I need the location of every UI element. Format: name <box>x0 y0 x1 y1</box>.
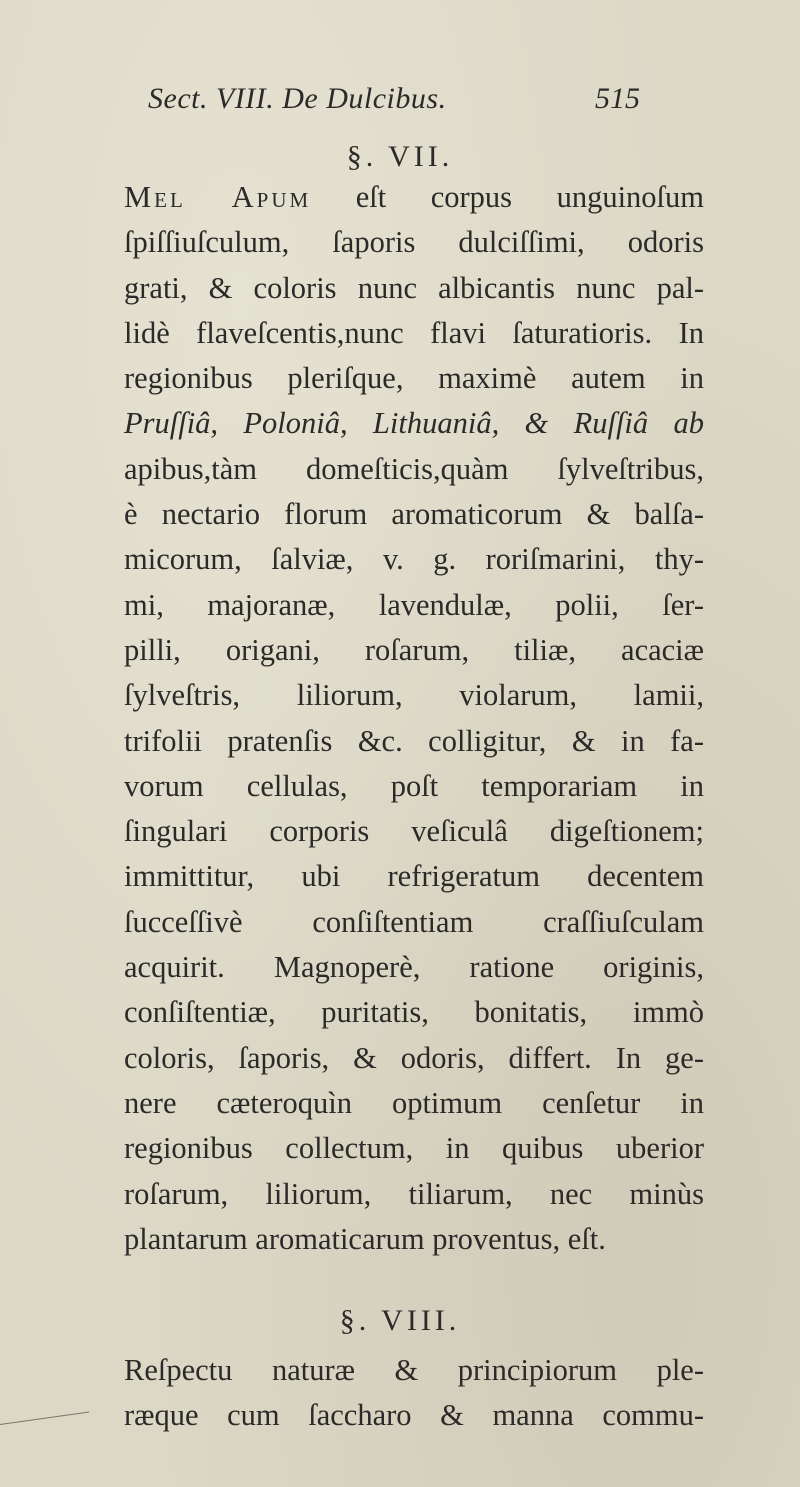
text-line: ſingulari corporis veſiculâ digeſtionem; <box>124 814 704 849</box>
text-line: ſpiſſiuſculum, ſaporis dulciſſimi, odoris <box>124 225 704 260</box>
text-line: pilli, origani, roſarum, tiliæ, acaciæ <box>124 632 704 667</box>
running-head-title: Sect. VIII. De Dulcibus. <box>148 82 447 115</box>
text-line: ræque cum ſaccharo & manna commu- <box>124 1398 704 1433</box>
text-line: ſylveſtris, liliorum, violarum, lamii, <box>124 678 704 713</box>
text-line: è nectario florum aromaticorum & balſa- <box>124 497 704 532</box>
text-line: vorum cellulas, poſt temporariam in <box>124 768 704 803</box>
page-number: 515 <box>595 82 640 115</box>
section-number-vii: §. VII. <box>346 140 454 173</box>
text-line: conſiſtentiæ, puritatis, bonitatis, immò <box>124 995 704 1030</box>
text-line: apibus,tàm domeſticis,quàm ſylveſtribus, <box>124 451 704 486</box>
paragraph-respectu <box>124 1348 704 1439</box>
text-line: acquirit. Magnoperè, ratione originis, <box>124 950 704 985</box>
text-line: nere cæteroquìn optimum cenſetur in <box>124 1085 704 1120</box>
text-line: lidè flaveſcentis,nunc flavi ſaturatioris. In <box>124 315 704 350</box>
text-line: Pruſſiâ, Poloniâ, Lithuaniâ, & Ruſſiâ ab <box>124 406 704 441</box>
section-number-viii: §. VIII. <box>339 1304 461 1337</box>
text-line: Reſpectu naturæ & principiorum ple- <box>124 1353 704 1387</box>
text-line: ſucceſſivè conſiſtentiam craſſiuſculam <box>124 904 704 939</box>
paragraph-mel-apum <box>124 175 704 1262</box>
text-line: plantarum aromaticarum proventus, eſt. <box>124 1221 606 1256</box>
text-line: roſarum, liliorum, tiliarum, nec minùs <box>124 1176 704 1211</box>
text-line: micorum, ſalviæ, v. g. roriſmarini, thy- <box>124 542 704 577</box>
lead-term: Mel Apum <box>124 180 312 214</box>
text-line: trifolii pratenſis &c. colligitur, & in fa- <box>124 723 704 758</box>
text-line: regionibus pleriſque, maximè autem in <box>124 361 704 396</box>
text-line: immittitur, ubi refrigeratum decentem <box>124 859 704 894</box>
page-edge-rule <box>0 1411 89 1425</box>
text-line: coloris, ſaporis, & odoris, differt. In ge- <box>124 1040 704 1075</box>
running-head <box>148 82 648 122</box>
text-line: regionibus collectum, in quibus uberior <box>124 1131 704 1166</box>
text-line: mi, majoranæ, lavendulæ, polii, ſer- <box>124 587 704 622</box>
text-line: Mel Apum eſt corpus unguinoſum <box>124 180 704 214</box>
text-line: grati, & coloris nunc albicantis nunc pal- <box>124 270 704 305</box>
